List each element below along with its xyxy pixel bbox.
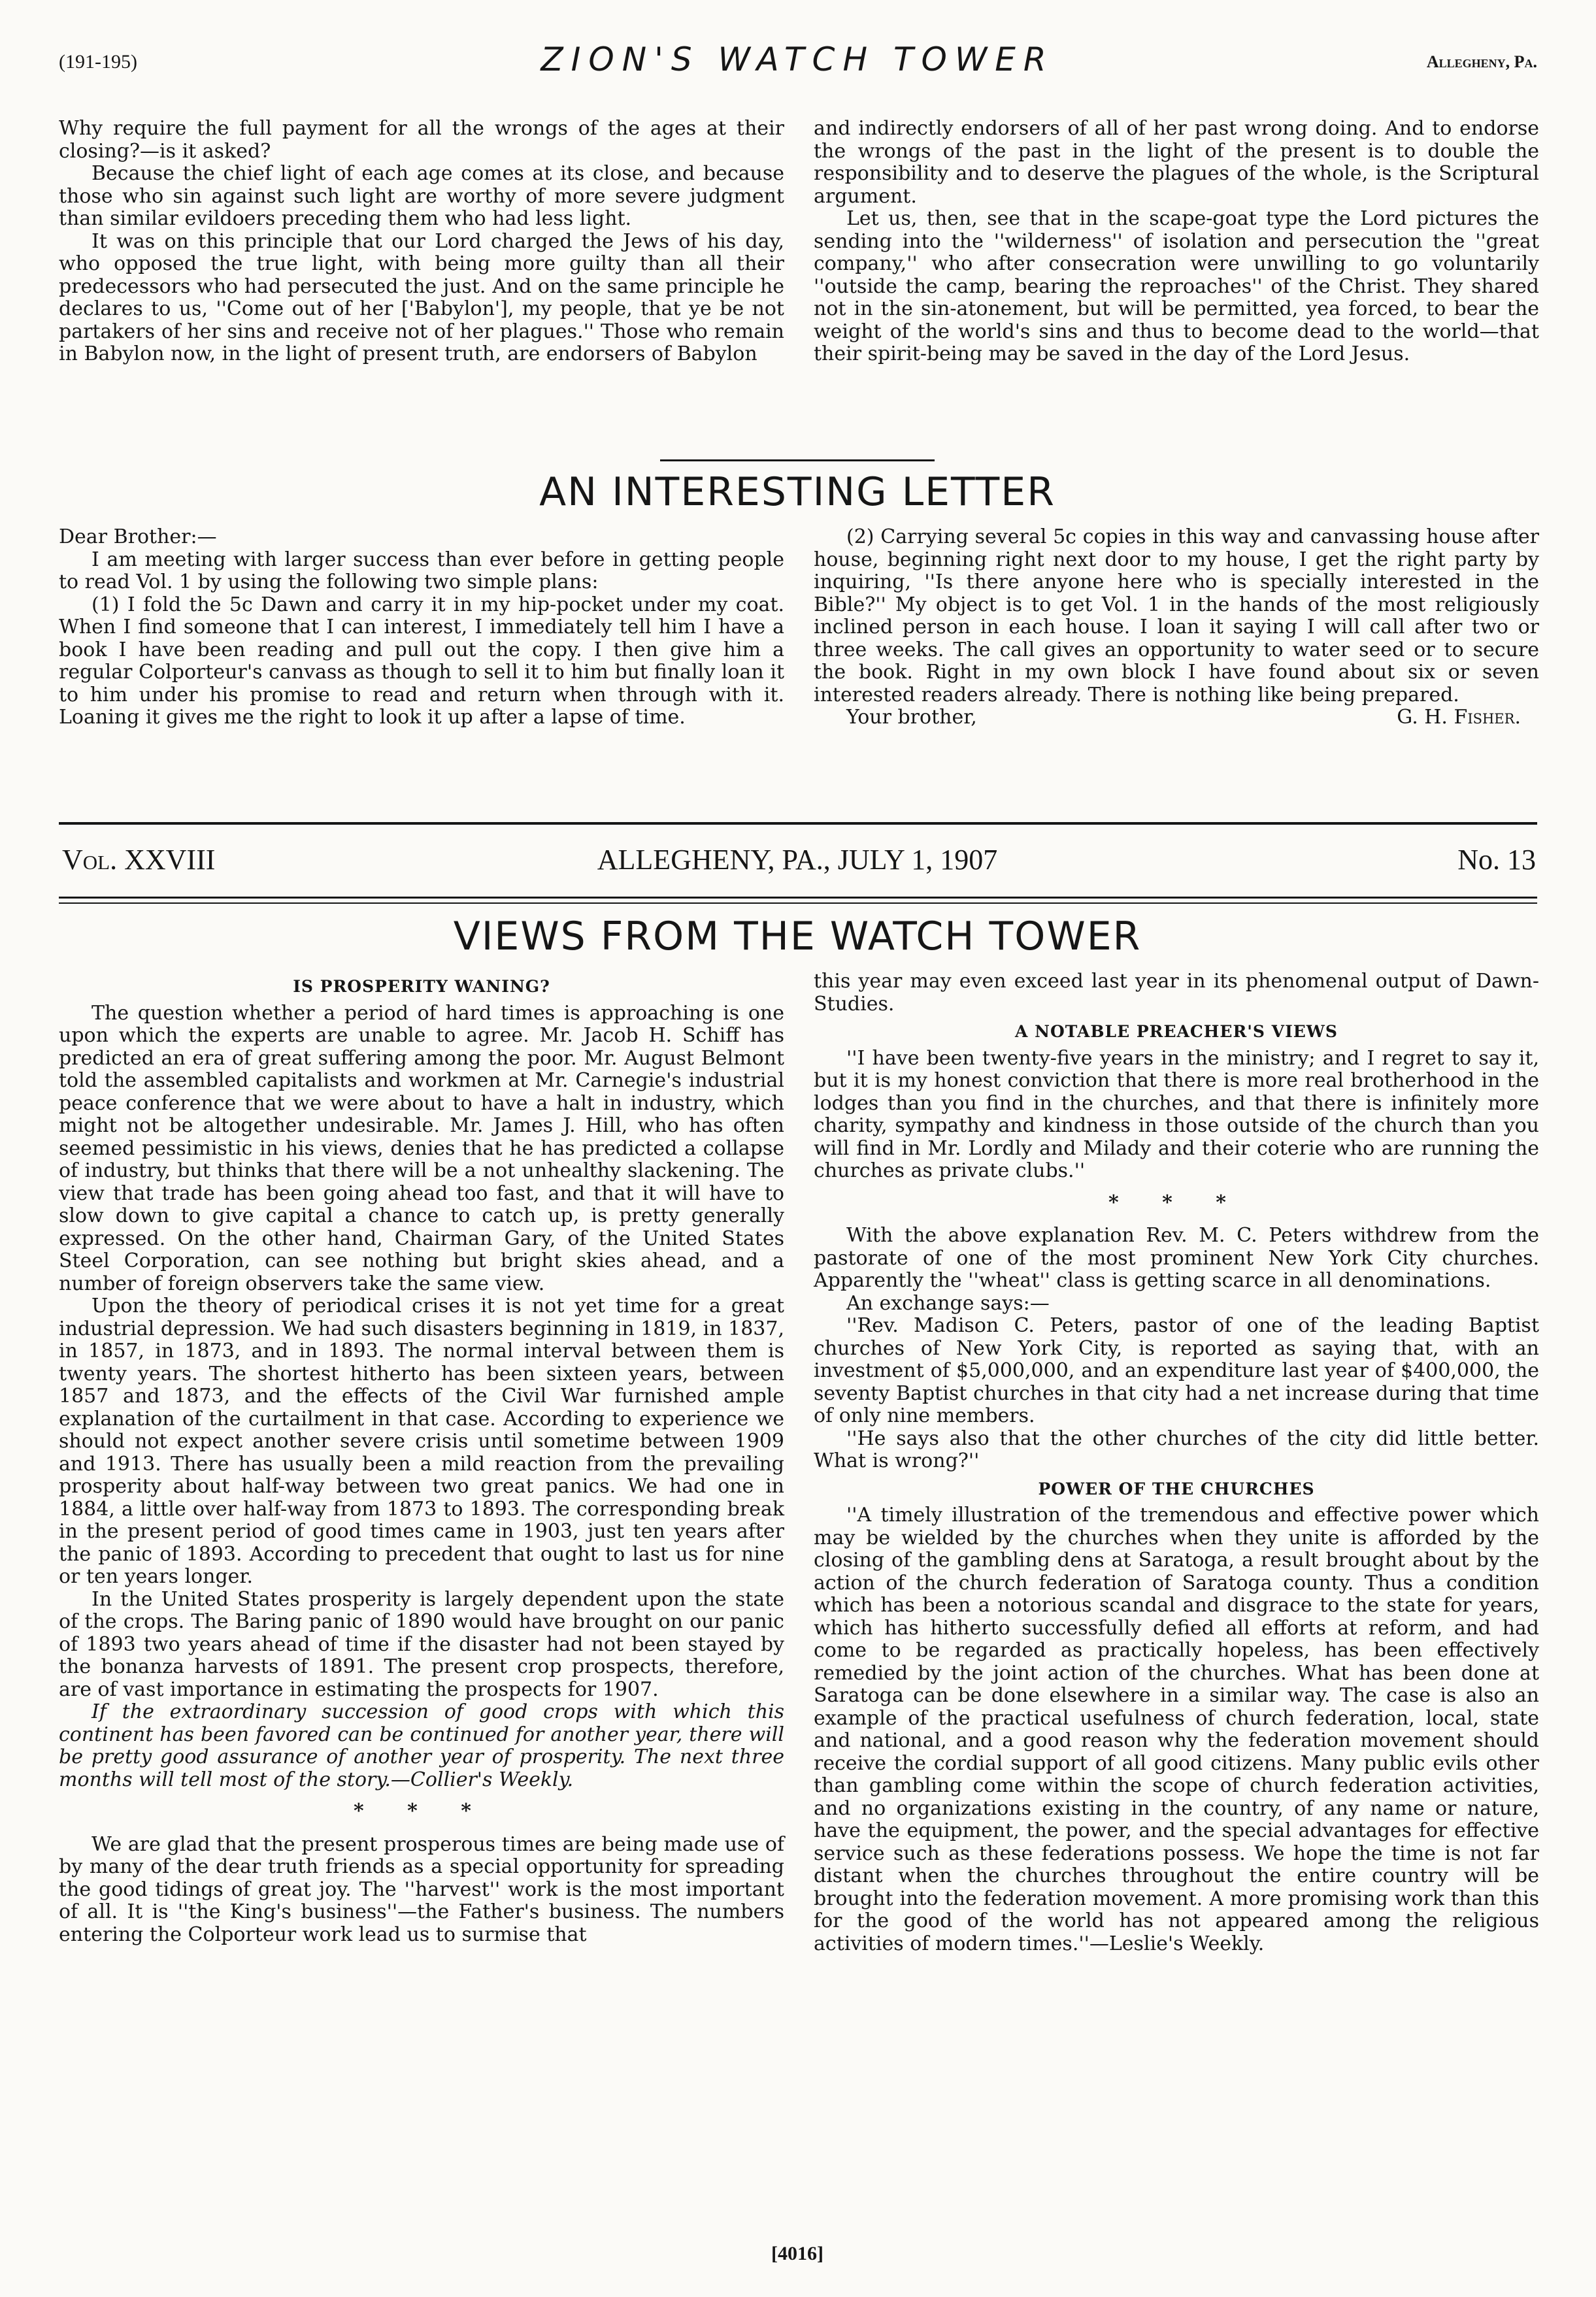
paragraph: If the extraordinary succession of good crops with which this continent has been favored can be continued for another year, there will be pretty good assurance of another year of prosperity. The next three months will tell most of the story.—Collier's Weekly.: [59, 1700, 784, 1791]
paragraph: ''A timely illustration of the tremendous and effective power which may be wielded by the churches when they unite is afforded by the closing of the gambling dens at Saratoga, a result brought about by the action of the church federation of Saratoga county. Thus a condition which has been a notorious scandal and disgrace to the state for years, which has hitherto successfully defied all efforts at reform, and had come to be regarded as practically hopeless, has been effectively remedied by the joint action of the churches. What has been done at Saratoga can be done elsewhere in a similar way. The case is also an example of the practical usefulness of church federation, local, state and national, and a good reason why the federation movement should receive the cordial support of all good citizens. Many public evils other than gambling come within the scope of church federation activities, and no organizations existing in the country, of any name or nature, have the equipment, the power, and the special advantages for effective service such as these federations possess. We hope the time is not far distant when the churches throughout the entire country will be brought into the federation movement. A more promising work than this for the good of the world has not appeared among the religious activities of modern times.''—Leslie's Weekly.: [814, 1504, 1539, 1955]
subheading-prosperity: IS PROSPERITY WANING?: [293, 977, 550, 996]
paragraph: An exchange says:—: [846, 1291, 1050, 1315]
paragraph: I am meeting with larger success than ever before in getting people to read Vol. 1 by using the following two simple plans:: [59, 548, 784, 593]
views-heading: VIEWS FROM THE WATCH TOWER: [453, 914, 1142, 959]
letter-heading: AN INTERESTING LETTER: [539, 469, 1056, 515]
letter-salutation: Dear Brother:—: [59, 525, 217, 548]
paragraph: Let us, then, see that in the scape-goat type the Lord pictures the sending into the ''wilderness'' of isolation and persecution the ''great company,'' who after consecration were unwilling to go voluntarily ''outside the camp, bearing the reproaches'' of the Christ. They shared not in the sin-atonement, but will be permitted, yea forced, to bear the weight of the world's sins and thus to become dead to the world—that their spirit-being may be saved in the day of the Lord Jesus.: [814, 207, 1539, 365]
issue-rule-top: [59, 822, 1537, 825]
paragraph: ''He says also that the other churches of the city did little better. What is wrong?'': [814, 1427, 1539, 1472]
letter-left-column: [59, 526, 784, 729]
letter-closing: Your brother,: [846, 706, 977, 729]
issue-rule-bottom: [59, 897, 1537, 899]
paragraph: With the above explanation Rev. M. C. Peters withdrew from the pastorate of one of the most prominent New York City churches. Apparently the ''wheat'' class is getting scarce in all denominations.: [814, 1224, 1539, 1292]
subheading-preacher: A NOTABLE PREACHER'S VIEWS: [1015, 1022, 1338, 1041]
top-right-column: [814, 118, 1539, 366]
journal-title: ZION'S WATCH TOWER: [540, 41, 1054, 78]
paragraph: ''Rev. Madison C. Peters, pastor of one of the leading Baptist churches of New York City, is reported as saying that, with an investment of $5,000,000, and an expenditure last year of $400,000, the seventy Baptist churches in that city had a net increase during that time of only nine members.: [814, 1314, 1539, 1427]
paragraph: It was on this principle that our Lord charged the Jews of his day, who opposed the true light, with being more guilty than all their predecessors who had persecuted the just. And on the same principle he declares to us, ''Come out of her ['Babylon'], my people, that ye be not partakers of her sins and receive not of her plagues.'' Those who remain in Babylon now, in the light of present truth, are endorsers of Babylon: [59, 229, 784, 365]
paragraph: The question whether a period of hard times is approaching is one upon which the experts are unable to agree. Mr. Jacob H. Schiff has predicted an era of great suffering among the poor. Mr. August Belmont told the assembled capitalists and workmen at Mr. Carnegie's industrial peace conference that we were about to have a halt in industry, which might not be altogether undesirable. Mr. James J. Hill, who has often seemed pessimistic in his views, denies that he has predicted a collapse of industry, but thinks that there will be a not unhealthy slackening. The view that trade has been going ahead too fast, and that it will have to slow down to give capital a chance to catch up, is pretty generally expressed. On the other hand, Chairman Gary, of the United States Steel Corporation, can see nothing but bright skies ahead, and a number of foreign observers take the same view.: [59, 1001, 784, 1295]
paragraph: Because the chief light of each age comes at its close, and because those who sin against such light are worthy of more severe judgment than similar evildoers preceding them who had less light.: [59, 162, 784, 230]
letter-right-column: [814, 526, 1539, 729]
letter-signature: G. H. Fisher.: [1397, 706, 1521, 729]
subheading-power: POWER OF THE CHURCHES: [1038, 1479, 1315, 1498]
issue-number: No. 13: [1457, 844, 1536, 876]
paragraph: ''I have been twenty-five years in the ministry; and I regret to say it, but it is my honest conviction that there is more real brotherhood in the lodges than you find in the churches, and that there is infinitely more charity, sympathy and kindness in those outside of the church than you will find in Mr. Lordly and Milady and their coterie who are running the churches as private clubs.'': [814, 1046, 1539, 1182]
page-folio: [4016]: [771, 2243, 823, 2264]
place-label: Allegheny, Pa.: [1426, 52, 1537, 71]
paragraph: (1) I fold the 5c Dawn and carry it in my hip-pocket under my coat. When I find someone that I can interest, I immediately tell him I have a book I have been reading and pull out the copy. I then give him a regular Colporteur's canvass as though to sell it to him but finally loan it to him under his promise to read and return when through with it. Loaning it gives me the right to look it up after a lapse of time.: [59, 593, 784, 729]
paragraph: and indirectly endorsers of all of her past wrong doing. And to endorse the wrongs of the past in the light of the present is to double the responsibility and to deserve the plagues of the whole, is the Scriptural argument.: [814, 117, 1539, 208]
paragraph: Why require the full payment for all the wrongs of the ages at their closing?—is it asked?: [59, 117, 784, 163]
letter-signature-line: [814, 706, 1539, 729]
views-right-column: [814, 970, 1539, 1955]
section-stars: * * *: [354, 1800, 490, 1823]
views-left-column: [59, 970, 784, 1946]
page-range: (191-195): [59, 51, 137, 73]
paragraph: We are glad that the present prosperous times are being made use of by many of the dear truth friends as a special opportunity for spreading the good tidings of great joy. The ''harvest'' work is the most important of all. It is ''the King's business''—the Father's business. The numbers entering the Colporteur work lead us to surmise that: [59, 1832, 784, 1946]
paragraph: Upon the theory of periodical crises it is not yet time for a great industrial depression. We had such disasters beginning in 1819, in 1837, in 1857, in 1873, and in 1893. The normal interval between them is twenty years. The shortest hitherto has been sixteen years, between 1857 and 1873, and the effects of the Civil War furnished ample explanation of the curtailment in that case. According to experience we should not expect another severe crisis until sometime between 1909 and 1913. There has usually been a mild reaction from the prevailing prosperity about half-way between two great panics. We had one in 1884, a little over half-way from 1873 to 1893. The corresponding break in the present period of good times came in 1903, just ten years after the panic of 1893. According to precedent that ought to last us for nine or ten years longer.: [59, 1295, 784, 1588]
issue-rule-bottom-thin: [59, 902, 1537, 904]
paragraph: In the United States prosperity is largely dependent upon the state of the crops. The Baring panic of 1890 would have brought on our panic of 1893 two years ahead of time if the disaster had not been stayed by the bonanza harvests of 1891. The present crop prospects, therefore, are of vast importance in estimating the prospects for 1907.: [59, 1587, 784, 1701]
issue-dateline: ALLEGHENY, PA., JULY 1, 1907: [597, 844, 998, 876]
volume-label: Vol. XXVIII: [62, 844, 216, 876]
paragraph: this year may even exceed last year in its phenomenal output of Dawn-Studies.: [814, 970, 1539, 1016]
paragraph: (2) Carrying several 5c copies in this way and canvassing house after house, beginning right next door to my house, I get the right party by inquiring, ''Is there anyone here who is specially interested in the Bible?'' My object is to get Vol. 1 in the hands of the most religiously inclined person in each house. I loan it saying I will call after two or three weeks. The call gives an opportunity to water seed or to secure the book. Right in my own block I have found about six or seven interested readers already. There is nothing like being prepared.: [814, 525, 1539, 706]
section-divider: [660, 459, 935, 461]
section-stars: * * *: [1108, 1191, 1244, 1214]
top-left-column: [59, 118, 784, 366]
